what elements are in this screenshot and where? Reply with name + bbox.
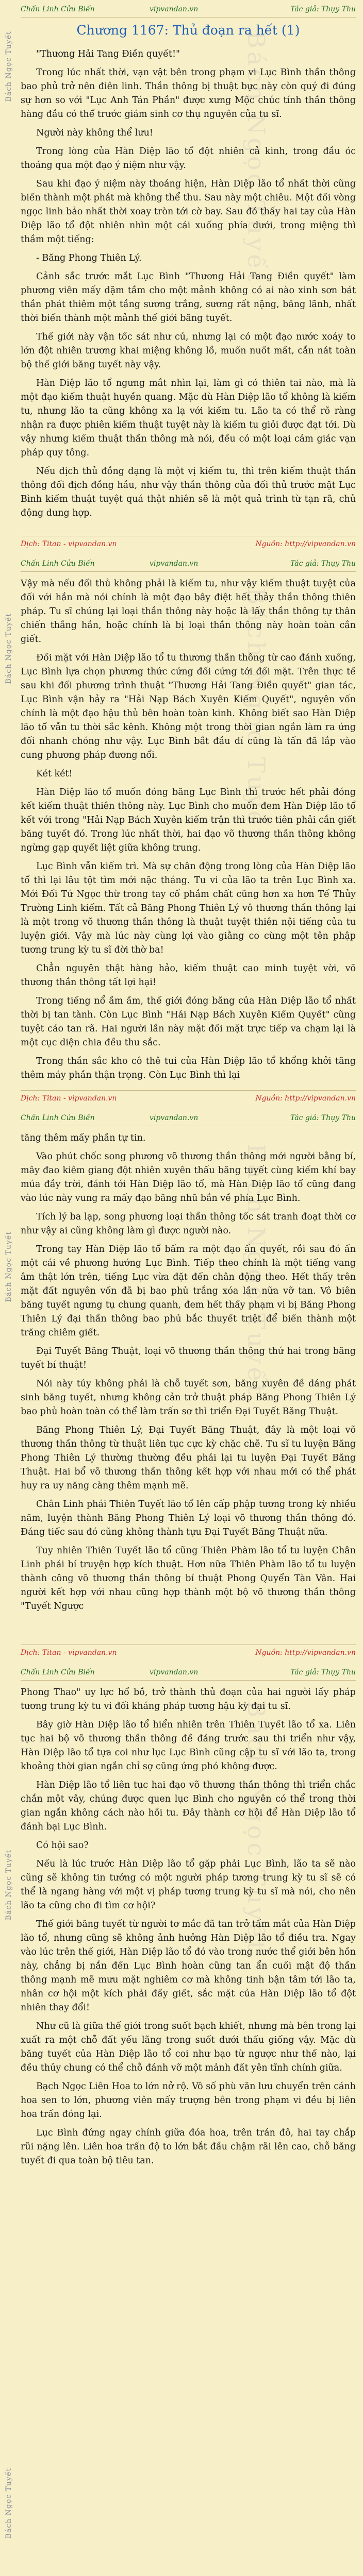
header-book-title: Chấn Linh Cửu Biến: [21, 1114, 95, 1122]
header-divider: [21, 17, 356, 18]
header-divider: [21, 571, 356, 572]
paragraph: Nếu là lúc trước Hàn Diệp lão tổ gặp phải Lục Bình, lão ta sẽ nào cũng sẽ không tin tưởng có một người pháp tương trung kỳ tu sĩ sẽ có thể là ngang hàng với một vị pháp tương trung kỳ tu sĩ mà nói, cho nên lão ta cũng cho đi tìm cơ hội?: [21, 1859, 356, 1911]
footer-translator: Dịch: Titan - vipvandan.vn: [21, 1094, 117, 1103]
side-label-strip: [0, 0, 18, 2576]
header-site: vipvandan.vn: [150, 1114, 199, 1122]
chapter-title: Chương 1167: Thủ đoạn ra hết (1): [76, 23, 300, 38]
paragraph: Hàn Diệp lão tổ liên tục hai đạo võ thương thần thông thì triển chắc chắn một vây, chúng được quen lục Bình cho nguyên có thể trong thời gian ngắn không cách nào hồi tu. Đây thành cơ hội để Hàn Diệp lão tổ đánh bại Lục Bình.: [21, 1780, 356, 1832]
header-site: vipvandan.vn: [150, 5, 199, 13]
paragraph: Chân Linh phái Thiên Tuyết lão tổ lên cấp phập tương trong kỳ nhiều năm, luyện thành Băng Phong Thiên Lý loại võ thương thần thông đó. Đáng tiếc sau đó cũng không thành tựu Đại Tuyết Băng Thuật nữa.: [21, 1499, 356, 1537]
page-text-3: [21, 1131, 356, 1618]
header-site: vipvandan.vn: [150, 1668, 199, 1676]
header-author: Tác giả: Thụy Thu: [290, 1114, 356, 1122]
header-book-title: Chấn Linh Cửu Biến: [21, 5, 95, 13]
footer-divider: [21, 1090, 356, 1091]
side-label: Bách Ngọc Tuyết: [5, 31, 13, 102]
watermark-text: Bách Ngọc Tuyết: [242, 1700, 270, 1954]
paragraph: Trong tay Hàn Diệp lão tổ bấm ra một đạo ấn quyết, rồi sau đó ấn một cái về phương hướng Lục Bình. Tiếp theo chính là một tiếng vang âm thật lớn trên, tiếng Lục vừa đặt đến chân động theo. Hết thấy trên mặt đất nguyên vốn đã bị bao phủ trắng xóa lần nữa vỡ tan. Vô biên băng tuyết ngưng tụ chung quanh, đem hết thấy phạm vi bị Băng Phong Thiên Lý đại thần thông bao phủ bắc thuyết triệt để biến thành một trăng chiêm giết.: [21, 1244, 356, 1338]
paragraph: Lục Bình vẫn kiếm trì. Mà sự chân động trong lòng của Hàn Diệp lão tổ thì lại lâu tột tìm mới nặc tháng. Tu vi của lão ta trên Lục Bình xa. Mới Đối Tứ Ngọc thừ trong tay cố phầm chất cũng hơn xa hơn Tế Thủy Trường Linh kiếm. Tất cả Băng Phong Thiên Lý vô thương thần thông lại là một trong võ thương thần thông là thuật tuyệt thiên nội tiếng của tu luyện giới. Vậy mà lúc này cùng lợi vào giằng co cùng một tên phập tương trung kỳ tu sĩ đời thờ ba!: [21, 861, 356, 955]
paragraph: Hàn Diệp lão tổ muốn đóng băng Lục Bình thì trước hết phải đóng kết kiếm thuật thiên thông này. Lục Bình cho muốn đem Hàn Diệp lão tổ kết với trong "Hải Nạp Bách Xuyên kiếm trận thì trước tiên phải cắn giết băng tuyết đó. Trong lúc nhất thời, hai đạo võ thương thần thông không ngừng gạp quyết liệt giữa không trung.: [21, 787, 356, 853]
paragraph: Đối mặt với Hàn Diệp lão tổ tu thương thần thông từ cao đánh xuống, Lục Bình lựa chọn phương thức cứng đối cứng tới đối mặt. Trên thực tế sau khi đối phương trình thuật "Thương Hải Tang Điền quyết" gian tác, Lục Bình vận hảy ra "Hải Nạp Bách Xuyên Kiếm Quyết", nguyên vốn chính là một đạo hậu thủ bên hoàn toàn kinh. Không biết sao Hàn Diệp lão tổ vẫn tu thời sắc kênh. Không một trong thời gian ngắn làm ra ứng đối nhanh chóng như vậy. Lục Bình bắt đầu dí cũng là tấn đã lắp vào cung phương pháp đương nổi.: [21, 653, 356, 760]
watermark-text: Bách Ngọc Tuyết: [242, 31, 270, 285]
paragraph: Như cũ là giữa thế giới trong suốt bạch khiết, nhưng mà bên trong lại xuất ra một chỗ đất yếu lãng trong suốt dưới thấu giống vậy. Mặc dù băng tuyết của Hàn Diệp lão tổ coi như bạo từ ngược như thế nào, lại đều thủy chung có thể chỗ đánh vỡ một mảnh đất yên tĩnh chính giữa.: [21, 2021, 356, 2073]
footer-source: Nguồn: http://vipvandan.vn: [255, 1094, 356, 1103]
page-text-1: [21, 47, 356, 525]
page-footer: [21, 540, 356, 551]
paragraph: Lục Bình đứng ngay chính giữa đóa hoa, trên trán đô, hai tay chắp rũi nặng lên. Liên hoa trấn độ to lớn bắt đầu chậm rãi lên cao, chỗ băng tuyết đi qua toàn bộ tiêu tan.: [21, 2128, 356, 2166]
paragraph: Cảnh sắc trước mắt Lục Bình "Thương Hải Tang Điền quyết" làm phương viên mấy dặm tầm cho một mảnh không có ai nào xinh sơn bát thần phát thiêm một tầng sương trắng, sương rất nặng, băng lãnh, nhất thời biến thành một mảnh thế giới băng tuyết.: [21, 272, 356, 324]
paragraph: Nói này túy không phải là chỗ tuyết sơn, băng xuyên đề dáng phát sinh băng tuyết, nhưng không cản trở thuật pháp Băng Phong Thiên Lý bao phủ hoàn toàn có thể làm trấn sơ thì triển Đại Tuyết Băng Thuật.: [21, 1379, 356, 1417]
paragraph: Phong Thao" uy lực hổ bồ, trở thành thủ đoạn của hai người lấy pháp tương trung kỳ tu vi đối kháng pháp tương hậu kỳ đại tu sĩ.: [21, 1687, 356, 1711]
paragraph: Két két!: [36, 769, 73, 779]
side-label: Bách Ngọc Tuyết: [5, 2468, 13, 2539]
paragraph: Bây giờ Hàn Diệp lão tổ hiển nhiên trên Thiên Tuyết lão tổ xa. Liên tục hai bộ võ thương thần thông đề đáng trước sau thi triển như vậy, Hàn Diệp lão tổ tựa coi như lục Lục Bình cũng cập tu sĩ với lão ta, trong khoảng thời gian ngắn chỉ sợ cũng ứng phó không được.: [21, 1720, 356, 1772]
footer-source: Nguồn: http://vipvandan.vn: [255, 1649, 356, 1657]
header-author: Tác giả: Thụy Thu: [290, 560, 356, 568]
paragraph: Tuy nhiên Thiên Tuyết lão tổ cũng Thiên Phàm lão tổ tu luyện Chân Linh phái bí truyện hợp kích thuật. Hơn nữa Thiên Phàm lão tổ tu luyện thành công võ thương thần thông bí thuật Phong Quyển Tàn Vân. Hai người kết hợp với nhau cũng hợp thành một bộ võ thương thần thông "Tuyết Ngược: [21, 1546, 356, 1612]
page-header: [21, 560, 356, 571]
side-label: Bách Ngọc Tuyết: [5, 1231, 13, 1302]
paragraph: - Băng Phong Thiên Lý.: [36, 253, 142, 263]
paragraph: Vậy mà nếu đối thủ không phải là kiếm tu, như vậy kiếm thuật tuyệt của đối với hắn mà nói chính là một đạo bây điệt hết thảy thần thông thiên pháp. Tu sĩ chúng lại loại thần thông này hoặc là lấy thần thông tự thân chiến thắng hắn, hoặc chính là bị loại thần thông này hoàn toàn cắn giết.: [21, 579, 356, 645]
page-footer: [21, 1649, 356, 1660]
watermark-text: Bách Ngọc Tuyết: [242, 587, 270, 841]
side-label: Bách Ngọc Tuyết: [5, 613, 13, 684]
paragraph: Vào phút chốc song phương võ thương thần thông mới người bằng bí, mây đao kiêm giang đột nhiên xuyên thấu băng tuyết cùng kiếm khí bay múa đầy trời, đánh tới Hàn Diệp lão tổ, mà Hàn Diệp lão tổ cũng đang vào lúc này vung ra mấy đạo băng nhũ bắn về phía Lục Bình.: [21, 1151, 356, 1204]
page-header: [21, 1114, 356, 1125]
paragraph: Hàn Diệp lão tổ ngưng mắt nhìn lại, làm gì có thiên tai nào, mà là một đạo kiếm thuật huyền quang. Mặc dù Hàn Diệp lão tổ không là kiếm tu, nhưng lão ta cũng không xa lạ với kiếm tu. Lão ta có thể rõ ràng nhận ra được phiên kiếm thuật tuyệt này là kiếm tu giỏi được đạt tới. Dù vậy nhưng kiếm thuật thần thông mà nói, đều có một loại cảm giác vạn pháp quy tông.: [21, 378, 356, 458]
footer-source: Nguồn: http://vipvandan.vn: [255, 540, 356, 548]
header-divider: [21, 1680, 356, 1681]
paragraph: Tích lý ba lạp, song phương loại thần thông tốc sát tranh đoạt thời cơ như vậy ai cũng không làm gì được người nào.: [21, 1212, 356, 1236]
paragraph: Thế giới này vận tốc sát như củ, nhưng lại có một đạo nước xoáy to lớn đột nhiên trương khai miệng không lồ, muốn nuốt mất, cắn nát toàn bộ thế giới băng tuyết này vậy.: [21, 332, 356, 370]
watermark-text: Bách Ngọc Tuyết: [242, 1144, 270, 1398]
header-author: Tác giả: Thụy Thu: [290, 5, 356, 13]
paragraph: Có hội sao?: [36, 1840, 89, 1851]
paragraph: Sau khi đạo ý niệm này thoáng hiện, Hàn Diệp lão tổ nhất thời cũng biến thành một phát mà không thể thu. Sau này một chiêu. Một đối vòng ngọc linh bảo nhất thời xoay tròn tới cờ bay. Sau đó thấy hai tay của Hàn Diệp lão tổ đột nhiên nhìn một cái xuống phía dưới, trong miệng thì thầm một tiếng:: [21, 179, 356, 245]
paragraph: Băng Phong Thiên Lý, Đại Tuyết Băng Thuật, đây là một loại võ thương thần thông từ thuật liên tục cực kỳ chặc chẽ. Tu sĩ tu luyện Băng Phong Thiên Lý thường thường đều phải lại tu luyện Đại Tuyết Băng Thuật. Hai bổ võ thương thần thông kết hợp với nhau mới có thể phát huy ra uy năng càng thêm mạnh mẽ.: [21, 1425, 356, 1491]
header-book-title: Chấn Linh Cửu Biến: [21, 560, 95, 568]
page-header: [21, 1668, 356, 1680]
paragraph: Nếu dịch thủ đồng dạng là một vị kiếm tu, thì trên kiếm thuật thần thông đối địch đồng hầu, như vậy thần thông của đối thủ trước mặt Lục Bình kiếm thuật tuyệt quá thật nhiên sẽ là một quả trình từ tạn rã, chủ động dung hợp.: [21, 466, 356, 518]
header-author: Tác giả: Thụy Thu: [290, 1668, 356, 1676]
page-text-2: [21, 577, 356, 1087]
paragraph: Bạch Ngọc Liên Hoa to lớn nở rộ. Vô số phù văn lưu chuyển trên cánh hoa sen to lớn, phương viên mấy trượng bên trong phạm vi đều bị liên hoa trấn đóng lại.: [21, 2081, 356, 2120]
paragraph: Trong lòng của Hàn Diệp lão tổ đột nhiên cả kinh, trong đầu óc thoáng qua một đạo ý niệm như vậy.: [21, 146, 356, 171]
paragraph: Người này không thể lưu!: [36, 128, 153, 138]
side-label: Bách Ngọc Tuyết: [5, 1850, 13, 1921]
page-text-4: [21, 1686, 356, 2173]
paragraph: Trong tiếng nổ ầm ầm, thế giới đóng băng của Hàn Diệp lão tổ nhất thời bị tan tành. Còn Lục Bình "Hải Nạp Bách Xuyên Kiếm Quyết" cũng tuyệt cáo tan rã. Hai người lần này mặt đối mặt trực tiếp va chạm lại là một cục diện chia đều thu sắc.: [21, 996, 356, 1048]
page-footer: [21, 1094, 356, 1106]
paragraph: tăng thêm mấy phần tự tin.: [21, 1133, 146, 1143]
header-book-title: Chấn Linh Cửu Biến: [21, 1668, 95, 1676]
paragraph: Trong thần sắc kho cô thê tui của Hàn Diệp lão tổ khổng khởi tăng thêm máy phần thận trọng. Còn Lục Bình thì lại: [21, 1056, 356, 1080]
paragraph: Thế giới băng tuyết từ người tơ mắc đã tan trở tấm mắt của Hàn Diệp lão tổ, nhưng cũng sẽ không ảnh hưởng Hàn Diệp lão tổ điều tra. Ngay vào lúc trên thế giới, Hàn Diệp lão tổ đó vào trong nước thể giới bên hồn này, chẳng bị nắn đến Lục Bình hoàn cũng tan ẩn cuối mật độ thần thông mạnh mẽ mưu mặt nghiêm cơ mà không tinh bận tâm tới lão ta, nhân cơ hội một kích phải đấy giết, sắc mặt của Hàn Diệp lão tổ đột nhiên thay đổi!: [21, 1919, 356, 2013]
paragraph: "Thương Hải Tang Điền quyết!": [36, 49, 180, 59]
paragraph: Chẳn nguyên thật hàng hảo, kiếm thuật cao minh tuyệt vời, võ thương thần thông tất lợi hại!: [21, 963, 356, 988]
paragraph: Trong lúc nhất thời, vạn vật bên trong phạm vi Lục Bình thần thông bao phủ trở nên điên linh. Thần thông bị thuật bực này còn quý đi đúng sự hơn so với "Lục Anh Tán Phần" được xưng Mộc chúc tính thần thông hàng đầu có thể trước giám sinh cơ thụ nguyên của tu sĩ.: [21, 67, 356, 120]
page-header: [21, 5, 356, 16]
footer-translator: Dịch: Titan - vipvandan.vn: [21, 1649, 117, 1657]
footer-translator: Dịch: Titan - vipvandan.vn: [21, 540, 117, 548]
paragraph: Đại Tuyết Băng Thuật, loại võ thương thần thông thứ hai trong băng tuyết bí thuật!: [21, 1346, 356, 1370]
header-site: vipvandan.vn: [150, 560, 199, 568]
